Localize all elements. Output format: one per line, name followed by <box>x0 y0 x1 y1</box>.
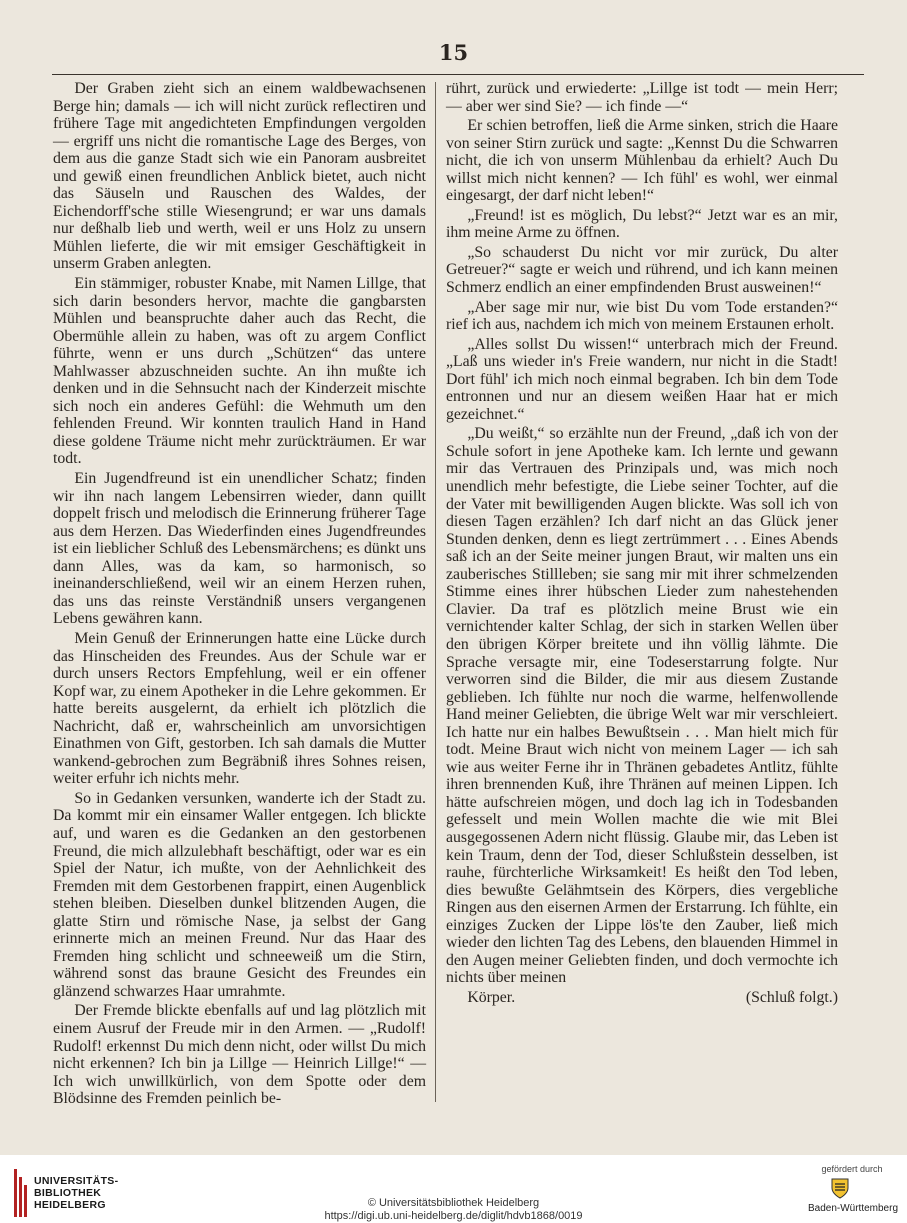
column-divider <box>435 82 436 1102</box>
paragraph: „So schauderst Du nicht vor mir zurück, Du alter Getreuer?“ sagte er weich und rührend, und ich kann meinen Schmerz endlich an einer empfindenden Brust ausweinen!“ <box>446 243 838 297</box>
closing-word: Körper. <box>467 988 516 1006</box>
paragraph: Ein stämmiger, robuster Knabe, mit Namen Lillge, that sich darin besonders hervor, machte die gangbarsten Mühlen und beanspruchte daher auch das Recht, die Obermühle allein zu haben, was oft zu argem Conflict führte, wenn er uns durch „Schützen“ das untere Mahlwasser abzuschneiden suchte. An ihn mußte ich denken und in die Sehnsucht nach der Kinderzeit mischte sich noch ein anderes Gefühl: die Wehmuth um den fehlenden Freund. Wir konnten traulich Hand in Hand diese goldene Träume nicht mehr zurückträumen. Er war todt. <box>53 275 426 468</box>
library-logo-text: UNIVERSITÄTS- BIBLIOTHEK HEIDELBERG <box>34 1175 119 1211</box>
header-rule <box>52 74 864 75</box>
paragraph: Der Graben zieht sich an einem waldbewachsenen Berge hin; damals — ich will nicht zurück reflectiren und frühere Tage mit angedichteten Empfindungen vergolden — ergriff uns nicht die romantische Lage des Berges, von dem aus die ganze Stadt sich wie ein Panoram ausbreitet und gewiß einen freundlichen Anblick bietet, auch nicht das Säuseln und Rauschen des Waldes, der Eichendorff'sche stille Wiesengrund; er war uns damals nur deßhalb lieb und werth, weil er uns Holz zu unsern Mühlen lieferte, die wir mit emsiger Geschäftigkeit in unserm Graben anlegten. <box>53 80 426 273</box>
paragraph: „Freund! ist es möglich, Du lebst?“ Jetzt war es an mir, ihm meine Arme zu öffnen. <box>446 206 838 242</box>
continuation-note: (Schluß folgt.) <box>745 988 838 1006</box>
closing-line <box>446 989 838 1007</box>
left-column <box>53 80 426 1108</box>
coat-of-arms-icon[interactable] <box>830 1177 850 1199</box>
funder-name: Baden-Württemberg <box>807 1203 899 1214</box>
viewer-footer <box>0 1155 907 1223</box>
funded-by-label: gefördert durch <box>821 1164 883 1174</box>
paragraph: rührt, zurück und erwiederte: „Lillge ist todt — mein Herr; — aber wer sind Sie? — ich finde —“ <box>446 80 838 115</box>
copyright-block <box>0 1197 907 1222</box>
paragraph: Mein Genuß der Erinnerungen hatte eine Lücke durch das Hinscheiden des Freundes. Aus der Schule war er durch unsers Rectors Empfehlung, weil er ein offener Kopf war, zu einem Apotheker in die Lehre gekommen. Er hatte bereits ausgelernt, da erhielt ich plötzlich die Nachricht, daß er, wahrscheinlich am unvorsichtigen Einathmen von Gift, gestorben. Ich sah damals die Mutter wankend-gebrochen zum Begräbniß ihres Sohnes reisen, weiter erfuhr ich nichts mehr. <box>53 629 426 788</box>
paragraph: Der Fremde blickte ebenfalls auf und lag plötzlich mit einem Ausruf der Freude mir in den Armen. — „Rudolf! Rudolf! erkennst Du mich denn nicht, oder willst Du mich nicht erkennen? Ich bin ja Lillge — Heinrich Lillge!“ — Ich wich unwillkürlich, von dem Spotte oder dem Blödsinne des Fremden peinlich be- <box>53 1002 426 1108</box>
permalink[interactable]: https://digi.ub.uni-heidelberg.de/diglit/hdvb1868/0019 <box>324 1209 583 1222</box>
page-number: 15 <box>438 40 469 65</box>
paragraph: „Aber sage mir nur, wie bist Du vom Tode erstanden?“ rief ich aus, nachdem ich mich von meinem Erstaunen erholt. <box>446 298 838 334</box>
paragraph: „Du weißt,“ so erzählte nun der Freund, „daß ich von der Schule sofort in jene Apotheke kam. Ich lernte und gewann mir das Vertrauen des Prinzipals und, was mich noch unendlich mehr befestigte, die Liebe seiner Tochter, auf die der Vater mit bewilligenden Augen blickte. Was soll ich von diesen Tagen erzählen? Ich darf nicht an das Glück jener Stunden denken, denn es liegt zertrümmert . . . Eines Abends saß ich an der Seite meiner jungen Braut, wir malten uns ein zauberisches Stillleben; sie sang mir mit ihrer schmelzenden Stimme eines ihrer hübschen Lieder zum nahestehenden Clavier. Da traf es plötzlich meine Brust wie ein vernichtender kalter Schlag, der sich in starken Wellen über den übrigen Körper breitete und ihn völlig lähmte. Die Sprache versagte mir, eine Todeserstarrung folgte. Nur verworren sind die Bilder, die mir aus diesem Zustande geblieben. Ich fühlte nur noch die warme, helfenwollende Hand meiner Geliebten, die übrige Welt war mir verschleiert. Ich hatte nur ein halbes Bewußtsein . . . Man hielt mich für todt. Meine Braut wich nicht von meinem Lager — ich sah wie aus weiter Ferne ihr in Thränen gebadetes Antlitz, fühlte ihren brennenden Kuß, ihre Thränen auf meinen Lippen. Ich hätte aufschreien mögen, und doch lag ich in Todesbanden gefesselt und mein Wollen machte die wie mit Blei ausgegossenen Adern nicht flüssig. Glaube mir, das Leben ist kein Traum, denn der Tod, dieser Schlußstein desselben, ist rauhe, fürchterliche Wirksamkeit! Es heißt den Tod leben, dies bewußte Gelähmtsein des Körpers, dies vergebliche Ringen aus den eisernen Armen der Erstarrung. Ich fühlte, ein einziges Zucken der Lippe lös'te den Zauber, ließ mich wieder den lichten Tag des Lebens, den blauenden Himmel in den Augen meiner Geliebten finden, und doch vermochte ich nichts über meinen <box>446 425 838 987</box>
copyright-text: © Universitätsbibliothek Heidelberg <box>367 1197 540 1209</box>
paragraph: So in Gedanken versunken, wanderte ich der Stadt zu. Da kommt mir ein einsamer Waller entgegen. Ich blickte auf, und waren es die Gedanken an den gestorbenen Freund, die mich allzulebhaft beschäftigt, oder war es ein Spiel der Natur, ich mußte, von der Aehnlichkeit des Fremden mit dem Gestorbenen frappirt, einen Augenblick stehen bleiben. Dieselben dunkel blitzenden Augen, die glatte Stirn und römische Nase, ja selbst der Gang erinnerte mich an meinen Freund. Nur das Haar des Fremden hing schlicht und schneeweiß um die Stirn, während sonst das braune Gesicht des Freundes ein glänzend schwarzes Haar umrahmte. <box>53 789 426 1000</box>
paragraph: Er schien betroffen, ließ die Arme sinken, strich die Haare von seiner Stirn zurück und sagte: „Kennst Du die Schwarren nicht, die ich von unserm Mühlenbau da erhielt? Auch Du willst mich nicht kennen? — Ich fühl' es wohl, wer einmal eingesargt, der darf nicht leben!“ <box>446 117 838 205</box>
paragraph: Ein Jugendfreund ist ein unendlicher Schatz; finden wir ihn nach langem Lebensirren wieder, dann quillt doppelt frisch und melodisch die Erinnerung früherer Tage aus dem Herzen. Das Wiederfinden eines Jugendfreundes ist ein lieblicher Schluß des Lebensmärchens; es dünkt uns dann Alles, was da kam, so harmonisch, so ineinanderschließend, weil wir an einem Herzen ruhen, das uns das reinste Verständniß unsers vergangenen Lebens gewähren kann. <box>53 470 426 628</box>
right-column <box>446 80 838 1006</box>
paragraph: „Alles sollst Du wissen!“ unterbrach mich der Freund. „Laß uns wieder in's Freie wandern, nur nicht in die Stadt! Dort fühl' ich mich noch einmal begraben. Ich bin dem Tode entronnen und nur an diesem weißen Haar hat er mich gezeichnet.“ <box>446 335 838 423</box>
